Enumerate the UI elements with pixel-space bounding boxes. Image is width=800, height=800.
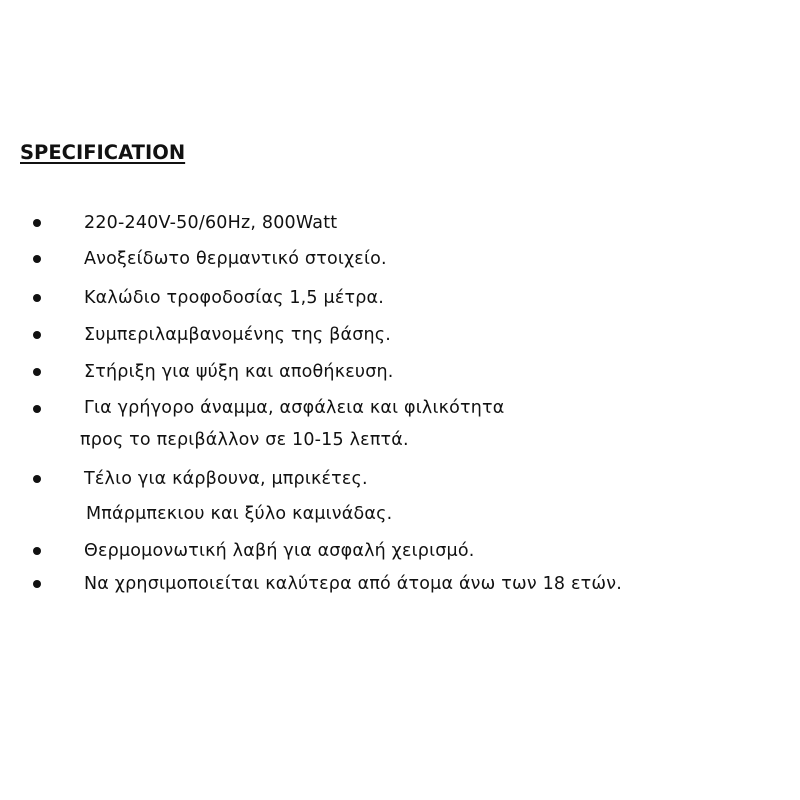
spec-item-text: 220-240V-50/60Hz, 800Watt	[84, 213, 338, 233]
bullet-icon	[33, 547, 41, 555]
bullet-icon	[33, 294, 41, 302]
spec-item-text: Συμπεριλαμβανομένης της βάσης.	[84, 325, 392, 345]
spec-item-text: Ανοξείδωτο θερμαντικό στοιχείο.	[84, 249, 387, 269]
spec-item-text-continuation: προς το περιβάλλον σε 10-15 λεπτά.	[80, 430, 409, 450]
page-title: SPECIFICATION	[20, 141, 186, 164]
spec-item-text: Στήριξη για ψύξη και αποθήκευση.	[84, 362, 394, 382]
bullet-icon	[33, 405, 41, 413]
bullet-icon	[33, 331, 41, 339]
spec-item-text: Για γρήγορο άναμμα, ασφάλεια και φιλικότητα	[84, 398, 505, 418]
spec-item-text: Καλώδιο τροφοδοσίας 1,5 μέτρα.	[84, 288, 385, 308]
bullet-icon	[33, 580, 41, 588]
bullet-icon	[33, 368, 41, 376]
bullet-icon	[33, 219, 41, 227]
spec-item-text: Να χρησιμοποιείται καλύτερα από άτομα άνω των 18 ετών.	[84, 574, 623, 594]
spec-item-text: Θερμομονωτική λαβή για ασφαλή χειρισμό.	[84, 541, 475, 561]
spec-item-text: Τέλιο για κάρβουνα, μπρικέτες.	[84, 469, 368, 489]
spec-item-text-continuation: Μπάρμπεκιου και ξύλο καμινάδας.	[86, 504, 393, 524]
bullet-icon	[33, 255, 41, 263]
bullet-icon	[33, 475, 41, 483]
